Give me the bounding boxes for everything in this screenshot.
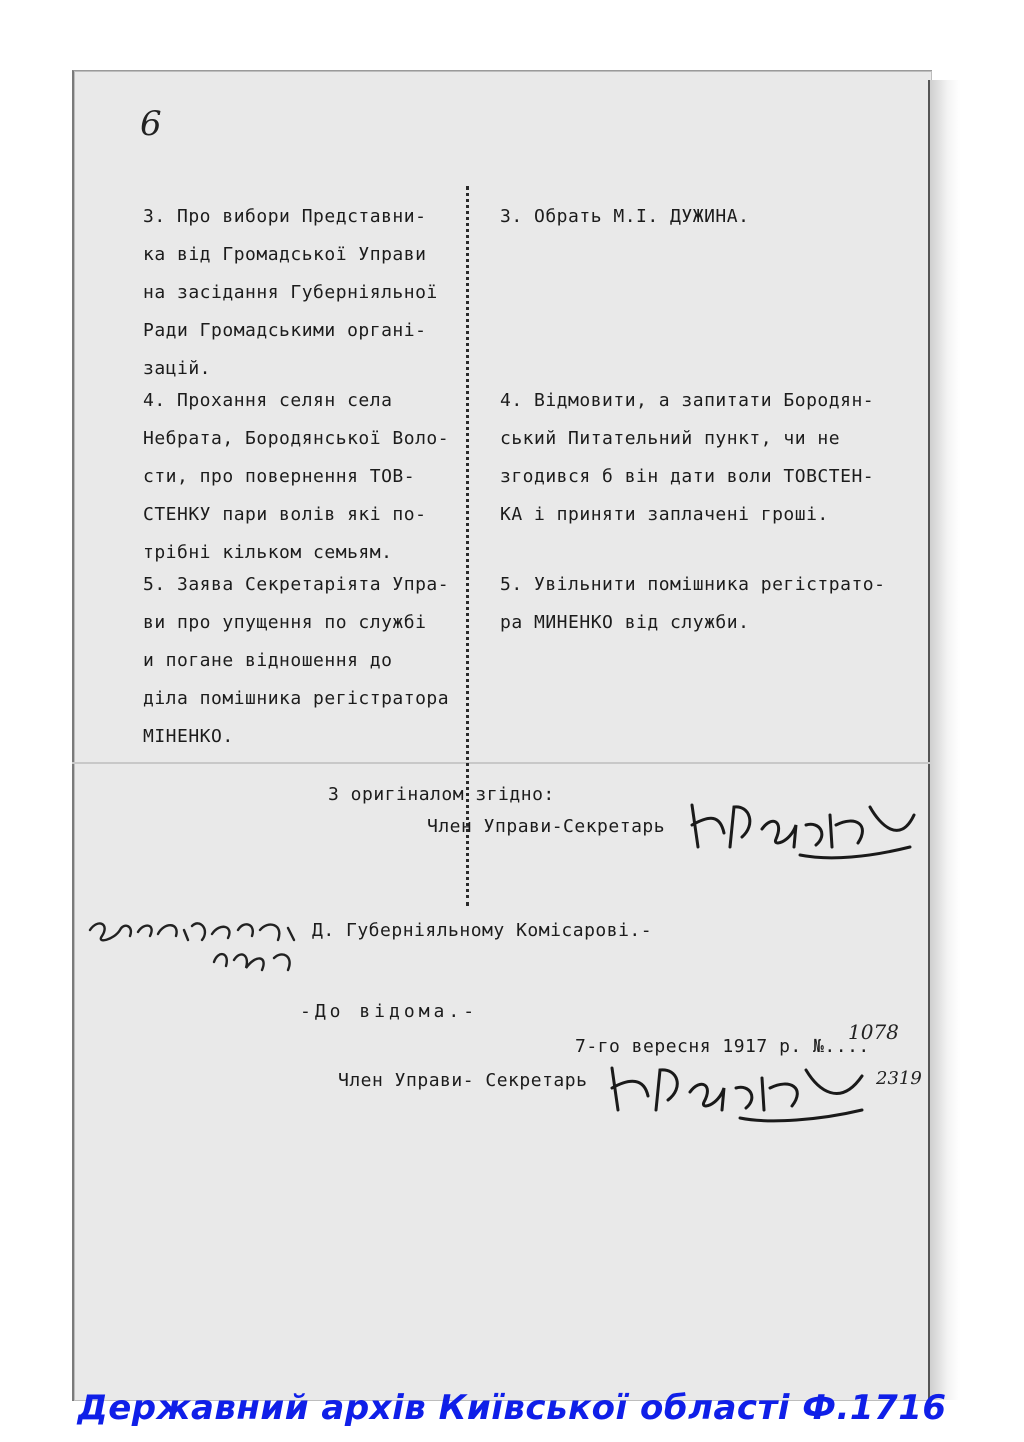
handwritten-note: [84, 900, 314, 990]
page-number-handwritten: 6: [140, 104, 162, 144]
signature-1: [680, 785, 920, 865]
recipient-line: Д. Губерніяльному Комісарові.-: [312, 920, 653, 941]
item-4-left: 4. Прохання селян села Небрата, Бородянської Воло- сти, про повернення ТОВ- СТЕНКУ пари волів які по- трібні кільком семьям.: [143, 390, 450, 563]
certification-line: З оригіналом згідно:: [328, 784, 555, 805]
item-5-left: 5. Заява Секретаріята Упра- ви про упущення по службі и погане відношення до діла помішника регістратора МІНЕНКО.: [143, 574, 450, 747]
signer-line: Член Управи- Секретарь: [338, 1070, 588, 1091]
for-information-line: -До відома.-: [300, 1001, 479, 1022]
item-4-right: 4. Відмовити, а запитати Бородян- ський Питательний пункт, чи не згодився б він дати воли ТОВСТЕН- КА і приняти заплачені гроші.: [500, 390, 875, 525]
handwritten-number-bottom: 2319: [876, 1068, 922, 1089]
item-3-right: 3. Обрать М.І. ДУЖИНА.: [500, 206, 750, 227]
signature-2: [600, 1046, 870, 1126]
item-3-left: 3. Про вибори Представни- ка від Громадської Управи на засідання Губерніяльної Ради Громадськими органі- зацій.: [143, 206, 438, 379]
archive-caption: Державний архів Київської області Ф.1716: [77, 1388, 947, 1428]
date-line: 7-го вересня 1917 р. №....: [575, 1036, 870, 1057]
certification-signer: Член Управи-Секретарь: [427, 816, 666, 837]
fold-line: [72, 762, 930, 764]
item-5-right: 5. Увільнити помішника регістрато- ра МИНЕНКО від служби.: [500, 574, 886, 633]
sheet-edge: [928, 80, 960, 1400]
handwritten-number-top: 1078: [848, 1020, 899, 1044]
